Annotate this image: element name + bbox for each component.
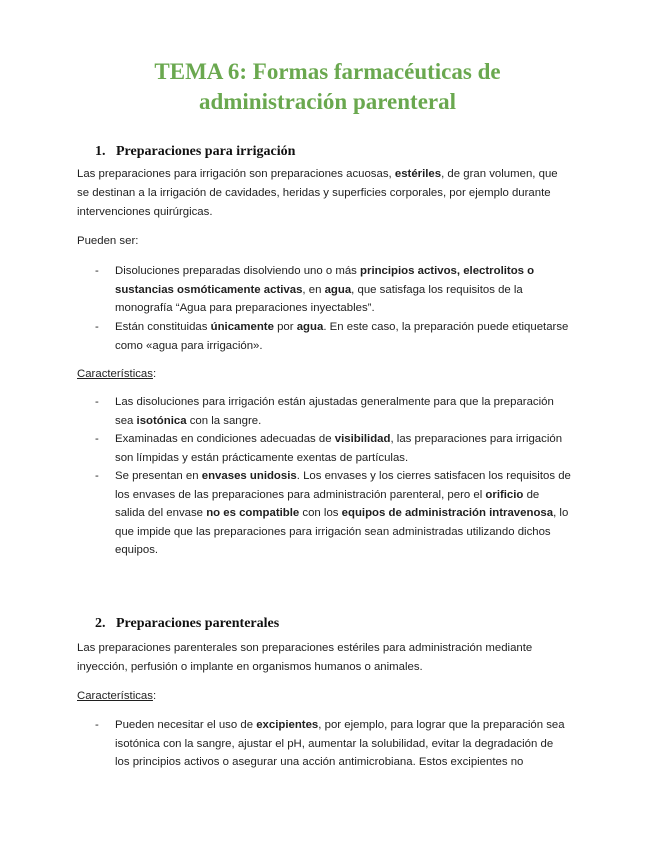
section-2-heading (95, 615, 279, 633)
bold-text: no es compatible (206, 507, 300, 520)
list-item-line (115, 281, 580, 300)
list-item-line (115, 486, 580, 505)
bold-text: isotónica (136, 414, 187, 427)
list-item-line: que impide que las preparaciones para irrigación sean administradas utilizando dichos (115, 525, 551, 538)
bold-text: únicamente (210, 321, 274, 333)
list-item (95, 467, 580, 560)
underlined-text: Características (77, 690, 153, 702)
text-run: por (273, 321, 297, 333)
list-item (95, 393, 580, 430)
list-item-line (115, 318, 580, 337)
text-run: . Los envases y los cierres satisfacen los requisitos de (296, 470, 571, 482)
section-1-heading (95, 143, 295, 161)
list-item-line: isotónica con la sangre, ajustar el pH, aumentar la solubilidad, evitar la degradación de (115, 737, 554, 750)
document-title-line-2: administración parenteral (198, 89, 457, 114)
list-item-line (115, 467, 580, 486)
list-item-line: monografía “Agua para preparaciones inyectables”. (115, 302, 375, 315)
list-item-line (115, 504, 580, 523)
list-dash: - (95, 433, 99, 445)
text-run: , por ejemplo, para lograr que la preparación sea (318, 719, 565, 731)
list-item (95, 262, 580, 318)
list-item-line: equipos. (115, 544, 159, 557)
text-run: sea (115, 414, 137, 427)
list-dash: - (95, 396, 99, 408)
text-run: los envases de las preparaciones para administración parenteral, pero el (115, 488, 486, 501)
text-run: Disoluciones preparadas disolviendo uno o más (115, 265, 361, 277)
caracteristicas-label (77, 365, 577, 384)
paragraph-line: Las preparaciones parenterales son preparaciones estériles para administración mediante (77, 642, 533, 654)
text-run: . En este caso, la preparación puede etiquetarse (323, 321, 569, 333)
section-2-intro-paragraph (77, 639, 577, 677)
list-dash: - (95, 265, 99, 277)
text-run: de (523, 488, 540, 501)
text-run: Se presentan en (115, 470, 202, 482)
underlined-text: Características (77, 368, 153, 380)
bold-text: visibilidad (334, 433, 391, 445)
bold-text: estériles (394, 168, 442, 180)
section-2-heading-text: Preparaciones parenterales (116, 616, 280, 631)
paragraph-line: Pueden ser: (77, 235, 139, 247)
section-1-number: 1. (95, 144, 106, 159)
paragraph-line (77, 687, 577, 706)
list-item (95, 430, 580, 467)
text-run: , en (302, 283, 325, 296)
list-item-line: Las disoluciones para irrigación están ajustadas generalmente para que la preparación (115, 396, 554, 408)
section-1-heading-text: Preparaciones para irrigación (116, 144, 296, 159)
list-item-line (115, 412, 580, 431)
caracteristicas-label (77, 687, 577, 706)
bold-text: agua (296, 321, 324, 333)
bold-text: excipientes (256, 719, 319, 731)
bold-text: equipos de administración intravenosa (341, 507, 554, 520)
paragraph-line: inyección, perfusión o implante en organismos humanos o animales. (77, 661, 423, 673)
list-dash: - (95, 321, 99, 333)
text-run: con los (299, 507, 342, 520)
bold-text: principios activos, electrolitos o (360, 265, 535, 277)
list-item (95, 318, 580, 355)
section-2-number: 2. (95, 616, 106, 631)
paragraph-line: intervenciones quirúrgicas. (77, 206, 213, 218)
list-dash: - (95, 470, 99, 482)
bold-text: orificio (485, 488, 524, 501)
text-run: con la sangre. (186, 414, 262, 427)
text-run: , de gran volumen, que (441, 168, 558, 180)
text-run: , las preparaciones para irrigación (390, 433, 563, 445)
text-run: : (152, 690, 157, 702)
list-item (95, 716, 580, 772)
paragraph-line: se destinan a la irrigación de cavidades, heridas y superficies corporales, por ejemplo durante (77, 187, 551, 199)
list-item-line (115, 430, 580, 449)
text-run: Están constituidas (115, 321, 211, 333)
bold-text: agua (324, 283, 352, 296)
text-run: , que satisfaga los requisitos de la (351, 283, 523, 296)
bold-text: sustancias osmóticamente activas (115, 283, 303, 296)
text-run: , lo (553, 507, 569, 520)
list-dash: - (95, 719, 99, 731)
list-item-line: los principios activos o asegurar una acción antimicrobiana. Estos excipientes no (115, 756, 524, 769)
text-run: Las preparaciones para irrigación son preparaciones acuosas, (77, 168, 395, 180)
list-item-line (115, 716, 580, 735)
paragraph-line (77, 365, 577, 384)
paragraph-line (77, 165, 577, 184)
section-1-intro-paragraph (77, 165, 577, 222)
list-item-line: como «agua para irrigación». (115, 339, 263, 352)
text-run: Examinadas en condiciones adecuadas de (115, 433, 335, 445)
bold-text: envases unidosis (201, 470, 297, 482)
list-item-line: son límpidas y están prácticamente exentas de partículas. (115, 451, 409, 464)
text-run: Pueden necesitar el uso de (115, 719, 257, 731)
text-run: salida del envase (115, 507, 207, 520)
text-run: : (152, 368, 157, 380)
pueden-ser-label (77, 232, 577, 251)
document-title-line-1: TEMA 6: Formas farmacéuticas de (154, 59, 501, 84)
list-item-line (115, 262, 580, 281)
